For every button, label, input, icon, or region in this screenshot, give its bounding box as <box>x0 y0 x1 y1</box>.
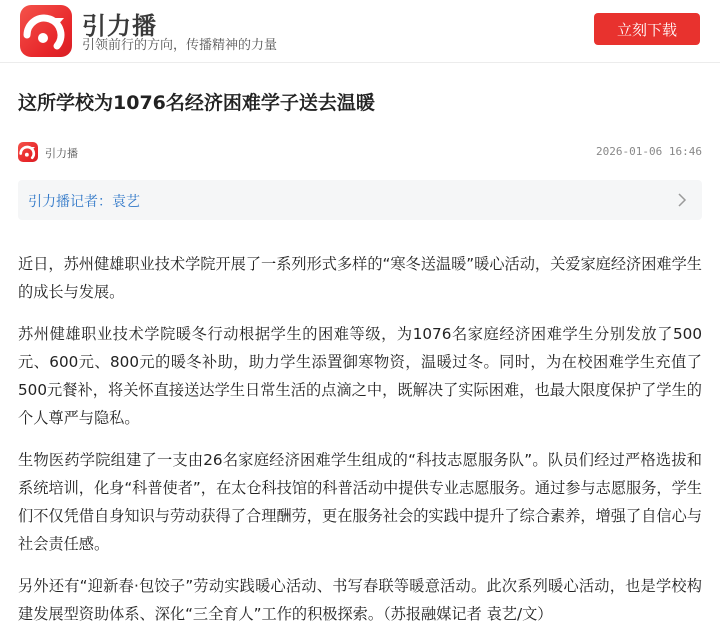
download-button[interactable]: 立刻下载 <box>594 13 700 45</box>
chevron-right-icon <box>674 192 690 208</box>
reporter-link[interactable] <box>18 180 702 220</box>
app-slogan: 引领前行的方向，传播精神的力量 <box>82 38 278 53</box>
reporter-label: 引力播记者：袁艺 <box>28 194 140 210</box>
article-paragraph: 苏州健雄职业技术学院暖冬行动根据学生的困难等级，为1076名家庭经济困难学生分别发放了500元、600元、800元的暖冬补助，助力学生添置御寒物资，温暖过冬。同时，为在校困难学生充值了500元餐补，将关怀直接送达学生日常生活的点滴之中，既解决了实际困难，也最大限度保护了学生的个人尊严与隐私。 <box>18 325 702 427</box>
app-name: 引力播 <box>82 12 157 40</box>
article-paragraph: 近日，苏州健雄职业技术学院开展了一系列形式多样的“寒冬送温暖”暖心活动，关爱家庭经济困难学生的成长与发展。 <box>18 255 702 301</box>
article-title: 这所学校为1076名经济困难学子送去温暖 <box>18 92 375 114</box>
article-meta <box>18 141 702 165</box>
article-paragraph: 生物医药学院组建了一支由26名家庭经济困难学生组成的“科技志愿服务队”。队员们经过严格选拔和系统培训，化身“科普使者”，在太仓科技馆的科普活动中提供专业志愿服务。通过参与志愿服务，学生们不仅凭借自身知识与劳动获得了合理酬劳，更在服务社会的实践中提升了综合素养，增强了自信心与社会责任感。 <box>18 451 702 553</box>
source-logo-icon <box>18 142 38 162</box>
yinlibo-logo-icon[interactable] <box>20 5 72 57</box>
article-body <box>18 250 702 642</box>
top-banner <box>0 0 720 63</box>
source-name: 引力播 <box>45 147 78 160</box>
publish-date: 2026-01-06 16:46 <box>596 145 702 158</box>
article-paragraph: 另外还有“迎新春·包饺子”劳动实践暖心活动、书写春联等暖意活动。此次系列暖心活动，也是学校构建发展型资助体系、深化“三全育人”工作的积极探索。（苏报融媒记者 袁艺/文） <box>18 577 702 623</box>
